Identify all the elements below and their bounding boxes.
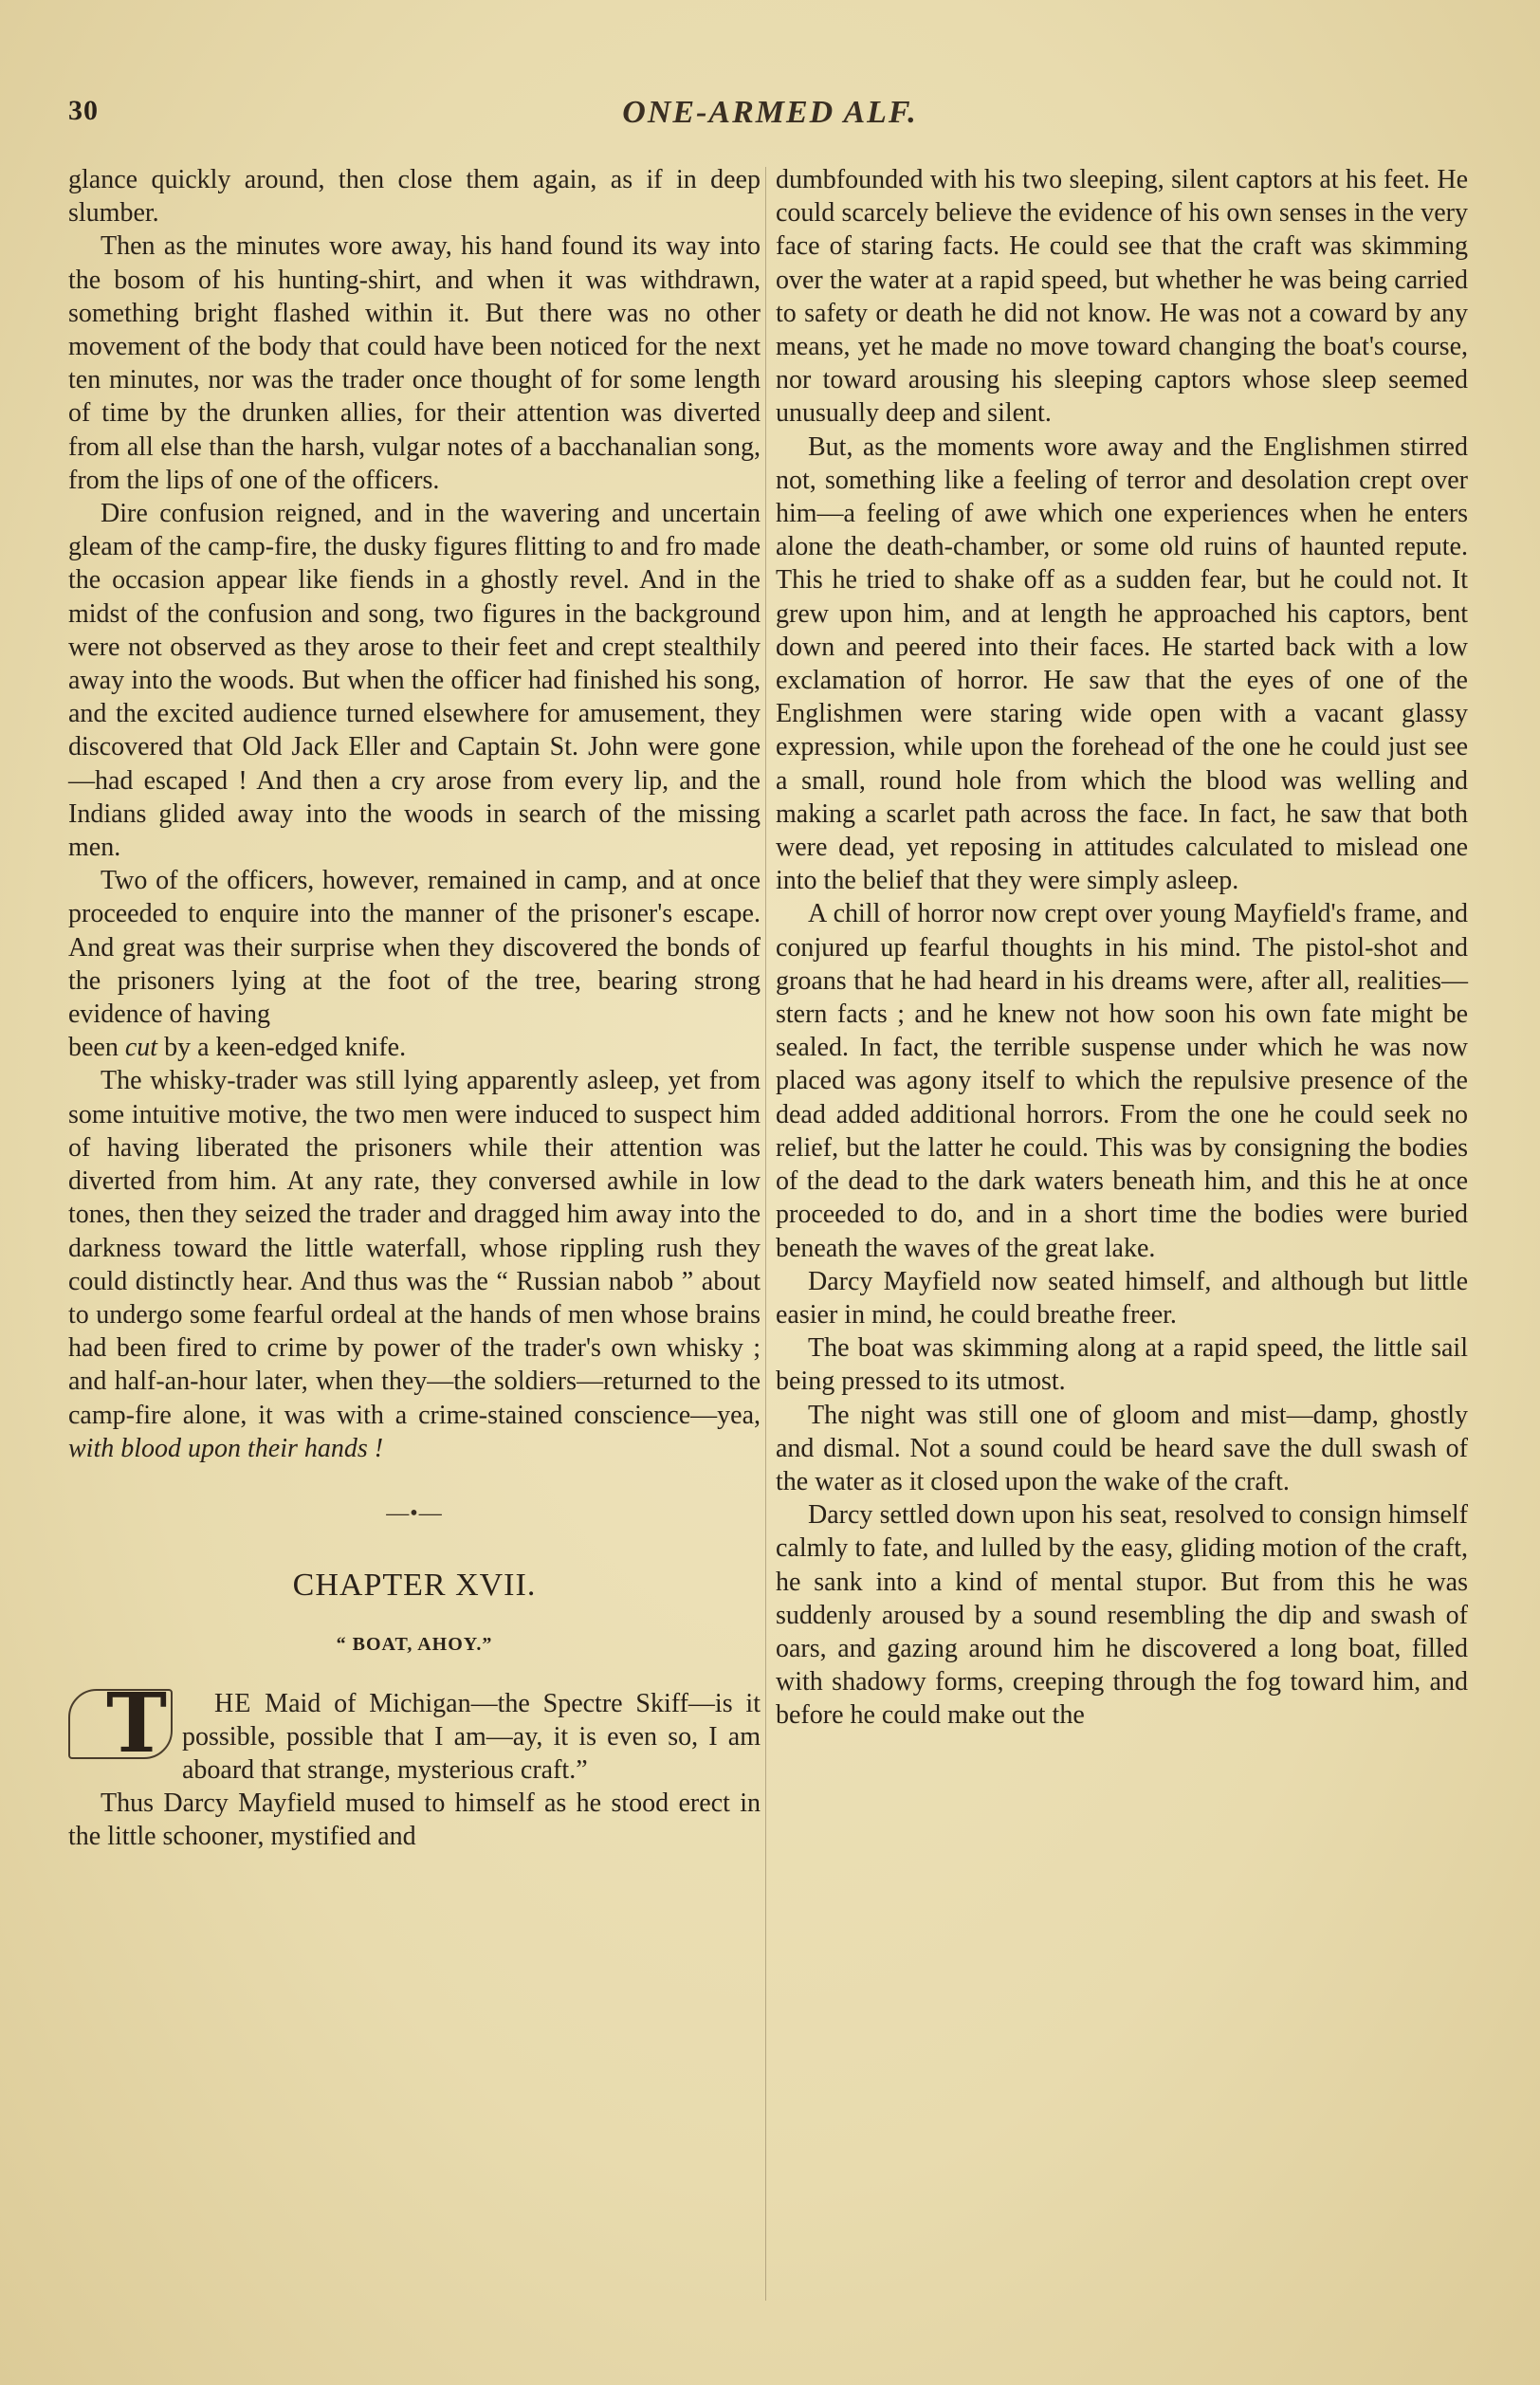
text-run: by a keen-edged knife. — [157, 1033, 407, 1063]
section-ornament: —•— — [386, 1500, 443, 1526]
paragraph: Then as the minutes wore away, his hand found its way into the bosom of his hunting-shirt, and when it was withdrawn, something bright flashed within it. But there was no other movement of the body that could have been noticed for the next ten minutes, nor was the trader once thought of for some length of time by the drunken allies, for their attention was diverted from all else than the harsh, vulgar notes of a bacchanalian song, from the lips of one of the officers. — [68, 231, 761, 495]
text-run: The whisky-trader was still lying apparently asleep, yet from some intuitive motive, the two men were induced to suspect him of having liberated the prisoners while their attention was diverted from him. At any rate, they conversed awhile in low tones, then they seized the trader and dragged him away into the darkness toward the little waterfall, whose rippling rush they could distinctly hear. And thus was the “ Russian nabob ” about to undergo some fearful ordeal at the hands of men whose brains had been fired to crime by power of the trader's own whisky ; and half-an-hour later, when they—the soldiers—returned to the camp-fire alone, it was with a crime-stained conscience—yea, — [68, 1066, 761, 1430]
paragraph: Darcy settled down upon his seat, resolved to consign himself calmly to fate, and lulled by the easy, gliding motion of the craft, he sank into a kind of mental stupor. But from this he was suddenly aroused by a sound resembling the dip and swash of oars, and gazing around him he discovered a long boat, filled with shadowy forms, creeping through the fog toward him, and before he could make out the — [776, 1500, 1468, 1731]
italic-text: with blood upon their hands ! — [68, 1433, 384, 1463]
drop-cap: T — [68, 1689, 173, 1759]
italic-text: cut — [124, 1033, 158, 1063]
chapter-opening-paragraph — [68, 1675, 761, 1788]
column-divider — [765, 167, 766, 2301]
opening-caps: HE — [214, 1688, 252, 1718]
paragraph: Dire confusion reigned, and in the wavering and uncertain gleam of the camp-fire, the dusky figures flitting to and fro made the occasion appear like fiends in a ghostly revel. And in the midst of the confusion and song, two figures in the background were not observed as they arose to their feet and crept stealthily away into the woods. But when the officer had finished his song, and the excited audience turned elsewhere for amusement, they discovered that Old Jack Eller and Captain St. John were gone —had escaped ! And then a cry arose from every lip, and the Indians glided away into the woods in search of the missing men. — [68, 499, 761, 863]
paragraph: Two of the officers, however, remained in camp, and at once proceeded to enquire into the manner of the prisoner's escape. And great was their surprise when they discovered the bonds of the prisoners lying at the foot of the tree, bearing strong evidence of having — [68, 866, 761, 1030]
paragraph: A chill of horror now crept over young Mayfield's frame, and conjured up fearful thoughts in his mind. The pistol-shot and groans that he had heard in his dreams were, after all, realities—stern facts ; and he knew not how soon his own fate might be sealed. In fact, the terrible suspense under which he was now placed was agony itself to which the repulsive presence of the dead added additional horrors. From the one he could seek no relief, but the latter he could. This was by consigning the bodies of the dead to the dark waters beneath him, and this he at once proceeded to do, and in a short time the bodies were buried beneath the waves of the great lake. — [776, 899, 1468, 1263]
paragraph: dumbfounded with his two sleeping, silent captors at his feet. He could scarcely believe the evidence of his own senses in the very face of staring facts. He could see that the craft was skimming over the water at a rapid speed, but whether he was being carried to safety or death he did not know. He was not a coward by any means, yet he made no move toward changing the boat's course, nor toward arousing his sleeping captors whose sleep seemed unusually deep and silent. — [776, 165, 1468, 429]
right-column — [776, 163, 1468, 1733]
paragraph: Darcy Mayfield now seated himself, and although but little easier in mind, he could breathe freer. — [776, 1266, 1468, 1330]
left-column — [68, 163, 761, 1854]
chapter-title: CHAPTER XVII. — [292, 1568, 537, 1604]
paragraph: glance quickly around, then close them again, as if in deep slumber. — [68, 165, 761, 229]
paragraph: But, as the moments wore away and the Englishmen stirred not, something like a feeling of terror and desolation crept over him—a feeling of awe which one experiences when he enters alone the death-chamber, or some old ruins of haunted repute. This he tried to shake off as a sudden fear, but he could not. It grew upon him, and at length he approached his captors, bent down and peered into their faces. He started back with a low exclamation of horror. He saw that the eyes of one of the Englishmen were staring wide open with a vacant glassy expression, while upon the forehead of the one he could just see a small, round hole from which the blood was welling and making a scarlet path across the face. In fact, he saw that both were dead, yet reposing in attitudes calculated to mislead one into the belief that they were simply asleep. — [776, 431, 1468, 896]
text-run: Maid of Michigan—the Spectre Skiff—is it possible, possible that I am—ay, it is even so, I am aboard that strange, mysterious craft.” — [182, 1688, 761, 1785]
paragraph: The night was still one of gloom and mist—damp, ghostly and dismal. Not a sound could be heard save the dull swash of the water as it closed upon the wake of the craft. — [776, 1400, 1468, 1496]
paragraph — [68, 1031, 761, 1064]
page-number: 30 — [68, 95, 99, 126]
text-run: been — [68, 1033, 125, 1063]
paragraph — [68, 1064, 761, 1464]
chapter-subtitle: “ BOAT, AHOY.” — [336, 1634, 493, 1656]
running-head — [68, 95, 1472, 137]
running-title: ONE-ARMED ALF. — [622, 95, 918, 130]
paragraph: Thus Darcy Mayfield mused to himself as he stood erect in the little schooner, mystified and — [68, 1789, 761, 1852]
paragraph: The boat was skimming along at a rapid speed, the little sail being pressed to its utmost. — [776, 1333, 1468, 1397]
